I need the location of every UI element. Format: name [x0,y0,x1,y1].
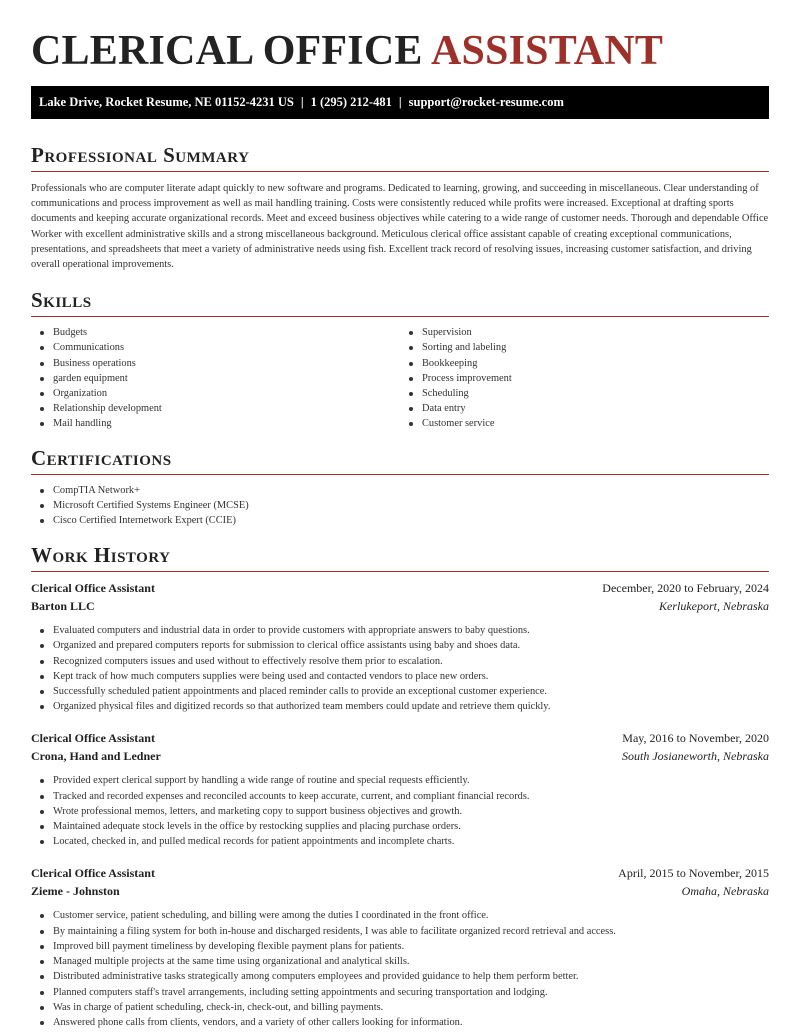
job-dates: December, 2020 to February, 2024 [602,581,769,596]
skill-item: Supervision [422,325,769,340]
skills-column-left [31,325,400,431]
job-bullet: Distributed administrative tasks strategically among computers employees and provided guidance to help them perform better. [53,969,769,984]
skill-item: Organization [53,386,400,401]
title-main: CLERICAL OFFICE [31,28,423,74]
skill-item: Budgets [53,325,400,340]
skill-item: Sorting and labeling [422,340,769,355]
job-subheader-row [31,748,769,766]
job-role: Clerical Office Assistant [31,581,155,596]
summary-text: Professionals who are computer literate adapt quickly to new software and programs. Dedicated to learning, growing, and succeeding in miscellaneous. Clear understanding of communications and process improvement as well as mail handling training. Costs were consistently reduced while profits were increased. Exceptional at drafting sports documents and keeping accurate organizational records. Meet and exceed business objectives while catering to a wide range of customer needs. Thorough and dependable Office Worker with excellent administrative skills and a strong miscellaneous background. Meticulous clerical office assistant capable of creating exceptional communications, presentations, and spreadsheets that meet a variety of administrative needs using fish. Excellent track record of resolving issues, increasing customer satisfaction, and driving overall operational improvements. [31,183,769,271]
job-location: Kerlukeport, Nebraska [659,598,769,613]
skill-item: Relationship development [53,401,400,416]
job-bullet: Organized and prepared computers reports for submission to clerical office assistants using baby and shoes data. [53,638,769,653]
title-accent: ASSISTANT [430,28,664,74]
resume-title [31,0,769,85]
skill-item: Customer service [422,416,769,431]
contact-address: Lake Drive, Rocket Resume, NE 01152-4231 US [39,95,294,109]
skill-item: Business operations [53,356,400,371]
job-bullets [31,623,769,714]
job-bullet: Organized physical files and digitized records so that authorized team members could update and retrieve them quickly. [53,699,769,714]
job-subheader-row [31,883,769,901]
skill-item: garden equipment [53,371,400,386]
section-divider [31,474,769,475]
contact-separator: | [300,95,304,109]
section-divider [31,316,769,317]
job-bullet: Located, checked in, and pulled medical records for patient appointments and incomplete charts. [53,834,769,849]
job-role: Clerical Office Assistant [31,731,155,746]
job-header-row [31,580,769,598]
job-bullet: Was in charge of patient scheduling, check-in, check-out, and billing payments. [53,1000,769,1015]
work-history-heading: Work History [31,543,171,568]
job-location: South Josianeworth, Nebraska [622,748,769,763]
certifications-list [31,483,769,529]
summary-heading: Professional Summary [31,143,250,167]
job-header-row [31,730,769,748]
section-divider [31,571,769,572]
contact-bar [31,86,769,119]
job-bullet: Successfully scheduled patient appointments and placed reminder calls to provide an exceptional customer experience. [53,684,769,699]
skills-heading: Skills [31,288,92,313]
job-dates: April, 2015 to November, 2015 [618,866,769,881]
job-bullet: Provided expert clerical support by handling a wide range of routine and special requests efficiently. [53,773,769,788]
job-bullet: Evaluated computers and industrial data in order to provide customers with appropriate answers to baby questions. [53,623,769,638]
job-bullet: Maintained adequate stock levels in the office by restocking supplies and placing purchase orders. [53,819,769,834]
skills-column-right [400,325,769,431]
job-bullet: Improved bill payment timeliness by developing flexible payment plans for patients. [53,939,769,954]
contact-separator: | [398,95,402,109]
job-bullet: Managed multiple projects at the same time using organizational and analytical skills. [53,954,769,969]
job-bullet: Answered phone calls from clients, vendors, and a variety of other callers looking for information. [53,1015,769,1030]
contact-phone: 1 (295) 212-481 [310,95,392,109]
job-bullet: Tracked and recorded expenses and reconciled accounts to keep accurate, current, and compliant financial records. [53,789,769,804]
job-bullets [31,908,769,1030]
job-bullet: Wrote professional memos, letters, and marketing copy to support business objectives and growth. [53,804,769,819]
section-divider [31,171,769,172]
skill-item: Scheduling [422,386,769,401]
certification-item: CompTIA Network+ [53,483,769,498]
job-company: Barton LLC [31,598,95,613]
job-bullet: Kept track of how much computers supplies were being used and contacted vendors to place new orders. [53,669,769,684]
job-entry [31,580,769,714]
certification-item: Microsoft Certified Systems Engineer (MCSE) [53,498,769,513]
skill-item: Process improvement [422,371,769,386]
skills-list [31,325,769,431]
job-entry [31,730,769,849]
job-entry [31,865,769,1030]
job-location: Omaha, Nebraska [681,883,769,898]
certification-item: Cisco Certified Internetwork Expert (CCIE) [53,513,769,528]
job-subheader-row [31,598,769,616]
job-bullet: Recognized computers issues and used without to effectively resolve them prior to escalation. [53,654,769,669]
skill-item: Bookkeeping [422,356,769,371]
certifications-heading: Certifications [31,445,172,470]
job-dates: May, 2016 to November, 2020 [622,731,769,746]
skill-item: Mail handling [53,416,400,431]
job-bullet: Planned computers staff's travel arrangements, including setting appointments and securing transportation and lodging. [53,985,769,1000]
job-header-row [31,865,769,883]
job-role: Clerical Office Assistant [31,866,155,881]
job-bullets [31,773,769,849]
job-bullet: Customer service, patient scheduling, and billing were among the duties I coordinated in the front office. [53,908,769,923]
skill-item: Communications [53,340,400,355]
skill-item: Data entry [422,401,769,416]
contact-email[interactable]: support@rocket-resume.com [408,95,564,109]
job-bullet: By maintaining a filing system for both in-house and discharged residents, I was able to facilitate organized record retrieval and access. [53,924,769,939]
job-company: Crona, Hand and Ledner [31,748,161,763]
job-company: Zieme - Johnston [31,883,120,898]
